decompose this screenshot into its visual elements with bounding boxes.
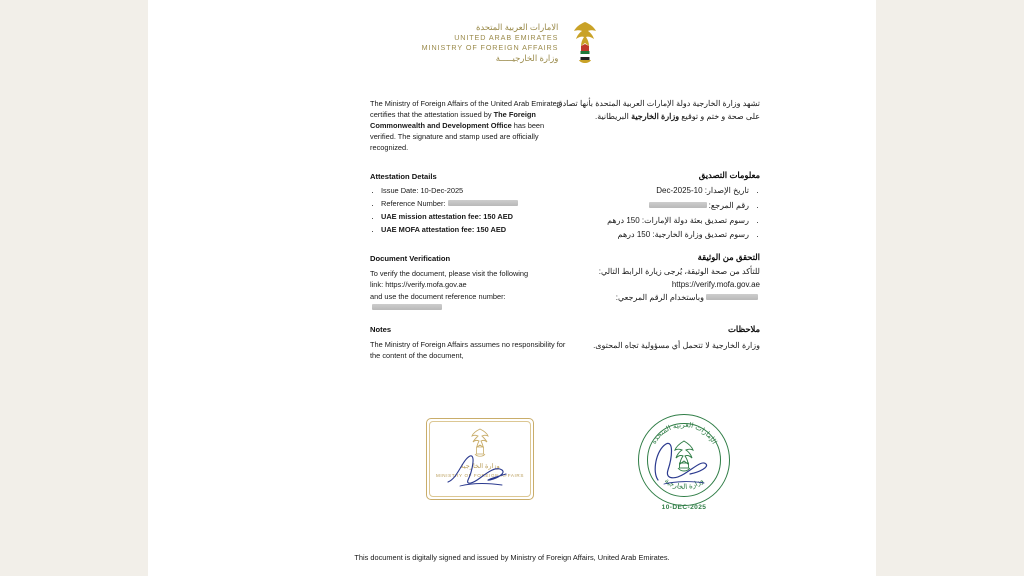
verification-en-line2: link: https://verify.mofa.gov.ae [370, 280, 467, 290]
header-english-line1: UNITED ARAB EMIRATES [454, 33, 559, 43]
attestation-item-ar-mission-fee: • رسوم تصديق بعثة دولة الإمارات: 150 درهم [546, 214, 749, 228]
intro-en-part1: The Ministry of Foreign Affairs of the United Arab Emirates certifies that the attestation issued by [370, 99, 561, 120]
header-arabic-line1: الامارات العربية المتحدة [475, 21, 559, 32]
ministry-green-round-stamp [638, 414, 730, 506]
attestation-item-ar-reference [546, 199, 749, 213]
verification-en-line1: To verify the document, please visit the following [370, 269, 529, 278]
attestation-item-en-mission-fee: • UAE mission attestation fee: 150 AED [381, 211, 575, 223]
verification-ar-line2: https://verify.mofa.gov.ae [671, 279, 760, 289]
attestation-en-issue-label: Issue Date: [381, 186, 421, 195]
gold-seal-signature [440, 448, 520, 492]
redacted-document-reference-en [372, 304, 442, 310]
verification-body-english [370, 268, 575, 314]
verification-en-line3: and use the document reference number: [370, 291, 506, 301]
intro-paragraph-arabic [548, 98, 760, 124]
attestation-ar-ref-label: رقم المرجع: [708, 200, 749, 210]
green-stamp-date: 10-DEC-2025 [661, 504, 707, 511]
intro-en-part2: has been verified. The signature and stamp used are officially recognized. [370, 121, 545, 153]
redacted-document-reference-ar [706, 294, 758, 300]
attestation-item-ar-mofa-fee: • رسوم تصديق وزارة الخارجية: 150 درهم [546, 228, 749, 242]
redacted-reference-number-ar [649, 202, 707, 208]
verification-ar-line3 [546, 292, 760, 305]
uae-falcon-emblem-icon [568, 20, 602, 66]
header-english-line2: MINISTRY OF FOREIGN AFFAIRS [421, 43, 559, 52]
intro-ar-part1: تشهد وزارة الخارجية دولة الإمارات العربية المتحدة بأنها تصادق على صحة و ختم و توقيع [556, 99, 760, 121]
header-text-block [422, 22, 559, 64]
attestation-title-arabic: معلومات التصديق [698, 170, 760, 180]
attestation-item-ar-issue-date [546, 184, 749, 198]
intro-ar-bold: وزارة الخارجية [631, 111, 680, 121]
intro-ar-part2: البريطانية. [594, 111, 632, 121]
attestation-title-english: Attestation Details [370, 172, 437, 181]
verification-title-english: Document Verification [370, 254, 451, 263]
verification-en-redacted-row [370, 302, 575, 313]
notes-body-english: The Ministry of Foreign Affairs assumes no responsibility for the content of the document, [370, 340, 566, 361]
intro-paragraph-english [370, 98, 570, 154]
attestation-item-en-mofa-fee: • UAE MOFA attestation fee: 150 AED [381, 224, 575, 236]
attestation-ar-issue-label: تاريخ الإصدار: [702, 186, 749, 195]
verification-ar-line1: للتأكد من صحة الوثيقة، يُرجى زيارة الرابط التالي: [598, 267, 760, 276]
notes-body-arabic: وزارة الخارجية لا تتحمل أي مسؤولية تجاه المحتوى. [593, 341, 760, 350]
verification-title-arabic: التحقق من الوثيقة [697, 252, 760, 262]
verification-ar-line3-text: وباستخدام الرقم المرجعي: [615, 292, 704, 302]
header-arabic-line2: وزارة الخارجيـــــة [495, 52, 559, 63]
document-sheet [148, 0, 876, 576]
attestation-list-english [370, 185, 575, 237]
document-header [148, 20, 876, 66]
notes-title-arabic: ملاحظات [728, 324, 760, 334]
intro-en-bold: The Foreign Commonwealth and Development Office [370, 110, 536, 131]
attestation-en-ref-label: Reference Number: [381, 198, 446, 208]
svg-text:وزارة الخارجية: وزارة الخارجية [663, 475, 705, 492]
document-footer: This document is digitally signed and issued by Ministry of Foreign Affairs, United Arab Emirates. [354, 553, 670, 562]
redacted-reference-number-en [448, 200, 518, 206]
green-stamp-signature [646, 432, 718, 492]
svg-text:الإمارات العربية المتحدة: الإمارات العربية المتحدة [648, 419, 720, 446]
attestation-en-issue-value: 10-Dec-2025 [420, 186, 464, 195]
gold-seal-arabic-label: وزارة الخارجية [460, 463, 500, 470]
gold-seal-english-label: MINISTRY OF FOREIGN AFFAIRS [435, 473, 525, 478]
attestation-ar-issue-value: 10-Dec-2025 [656, 186, 703, 195]
ministry-gold-seal [426, 418, 534, 500]
notes-title-english: Notes [370, 325, 392, 334]
verification-body-arabic [546, 266, 760, 305]
attestation-list-arabic [546, 184, 760, 243]
